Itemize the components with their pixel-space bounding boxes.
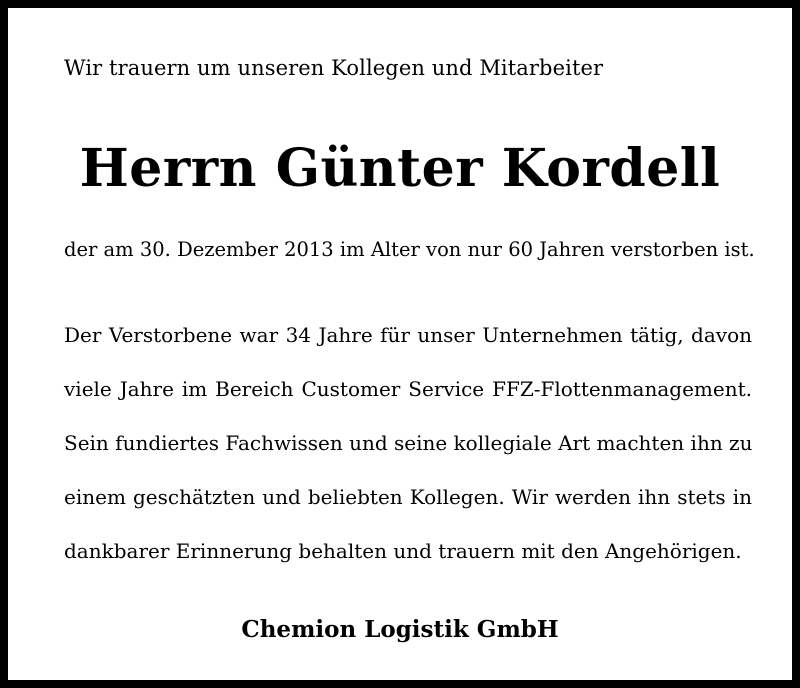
date-line: der am 30. Dezember 2013 im Alter von nur 60 Jahren verstorben ist. xyxy=(64,238,755,261)
deceased-name: Herrn Günter Kordell xyxy=(79,138,721,199)
body-line: dankbarer Erinnerung behalten und trauern mit den Angehörigen. xyxy=(64,539,742,563)
company-signature: Chemion Logistik GmbH xyxy=(241,616,559,643)
body-line: Der Verstorbene war 34 Jahre für unser Unternehmen tätig, davon xyxy=(64,323,752,347)
body-line: einem geschätzten und beliebten Kollegen. Wir werden ihn stets in xyxy=(64,485,752,509)
body-paragraph xyxy=(64,308,752,578)
body-line: viele Jahre im Bereich Customer Service FFZ-Flottenmanagement. xyxy=(64,377,752,401)
intro-text: Wir trauern um unseren Kollegen und Mitarbeiter xyxy=(64,56,604,80)
body-line: Sein fundiertes Fachwissen und seine kollegiale Art machten ihn zu xyxy=(64,431,753,455)
